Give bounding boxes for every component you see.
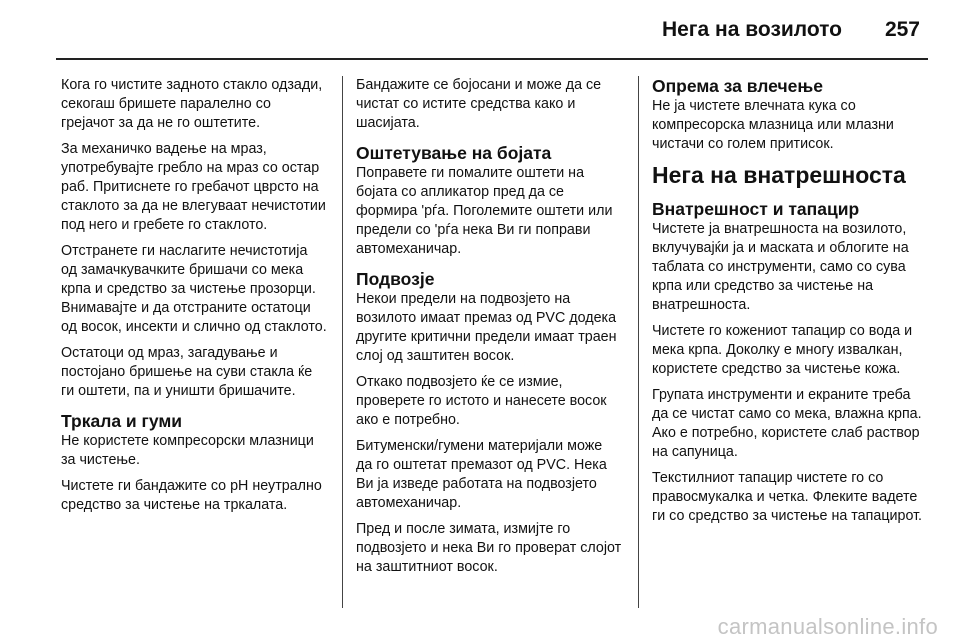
heading-tyres: Тркала и гуми <box>61 411 183 431</box>
heading-towing-equipment: Опрема за влечење <box>652 76 823 96</box>
paragraph: Групата инструменти и екраните треба да се чистат само со мека, влажна крпа. Ако е потребно, користете слаб раствор на сапуница. <box>652 387 922 460</box>
paragraph: Поправете ги помалите оштети на бојата со апликатор пред да се формира 'рѓа. Поголемите оштети или предели со 'рѓа нека Ви ги поправи автомеханичар. <box>356 165 613 257</box>
paragraph: Откако подвозјето ќе се измие, проверете го истото и нанесете восок ако е потребно. <box>356 374 607 428</box>
paragraph: Пред и после зимата, измијте го подвозјето и нека Ви го проверат слојот на заштитниот восок. <box>356 521 622 575</box>
page-header <box>0 0 960 62</box>
watermark: carmanualsonline.info <box>717 614 938 639</box>
header-rule <box>56 58 928 60</box>
paragraph: Не користете компресорски млазници за чистење. <box>61 433 314 468</box>
header-title: Нега на возилото <box>661 18 842 41</box>
heading-paint-damage: Оштетување на бојата <box>356 143 552 163</box>
heading-interior-upholstery: Внатрешност и тапацир <box>652 199 860 219</box>
heading-interior-care: Нега на внатрешноста <box>652 162 906 188</box>
heading-underbody: Подвозје <box>356 269 435 289</box>
paragraph: Текстилниот тапацир чистете го со правосмукалка и четка. Флеките вадете ги со средство за чистење на тапацирот. <box>652 470 923 524</box>
paragraph: Отстранете ги наслагите нечистотија од замачкувачките бришачи со мека крпа и средство за чистење прозорци. Внимавајте и да отстраните остатоци од восок, инсекти и слично од стаклото. <box>61 243 327 335</box>
paragraph: Чистете ги бандажите со pH неутрално средство за чистење на тркалата. <box>61 478 322 513</box>
paragraph: Остатоци од мраз, загадување и постојано бришење на суви стакла ќе ги оштети, па и уништи бришачите. <box>61 345 313 399</box>
paragraph: Кога го чистите задното стакло одзади, секогаш бришете паралелно со грејачот за да не го оштетите. <box>61 77 323 131</box>
paragraph: Бандажите се бојосани и може да се чистат со истите средства како и шасијата. <box>356 77 602 131</box>
paragraph: За механичко вадење на мраз, употребувајте гребло на мраз со остар раб. Притиснете го гребачот цврсто на стаклото за да не влегуваат нечистотии под него и гребете го стаклото. <box>61 141 326 233</box>
paragraph: Чистете го кожениот тапацир со вода и мека крпа. Доколку е многу извалкан, користете средство за чистење кожа. <box>652 323 913 377</box>
column-2 <box>356 76 622 584</box>
column-divider <box>342 76 343 608</box>
column-3 <box>652 76 928 533</box>
paragraph: Чистете ја внатрешноста на возилото, вклучувајќи ја и маската и облогите на таблата со инструменти, само со сува крпа или средство за чистење на внатрешноста. <box>652 221 909 313</box>
paragraph: Некои предели на подвозјето на возилото имаат премаз од PVC додека другите критични предели имаат траен слој од заштитен восок. <box>356 291 617 364</box>
column-divider <box>638 76 639 608</box>
column-1 <box>61 76 327 522</box>
page-number: 257 <box>884 18 920 41</box>
paragraph: Битуменски/гумени материјали може да го оштетат премазот од PVC. Нека Ви ја изведе работата на подвозјето автомеханичар. <box>356 438 607 511</box>
paragraph: Не ја чистете влечната кука со компресорска млазница или млазни чистачи со голем притисок. <box>652 98 894 152</box>
